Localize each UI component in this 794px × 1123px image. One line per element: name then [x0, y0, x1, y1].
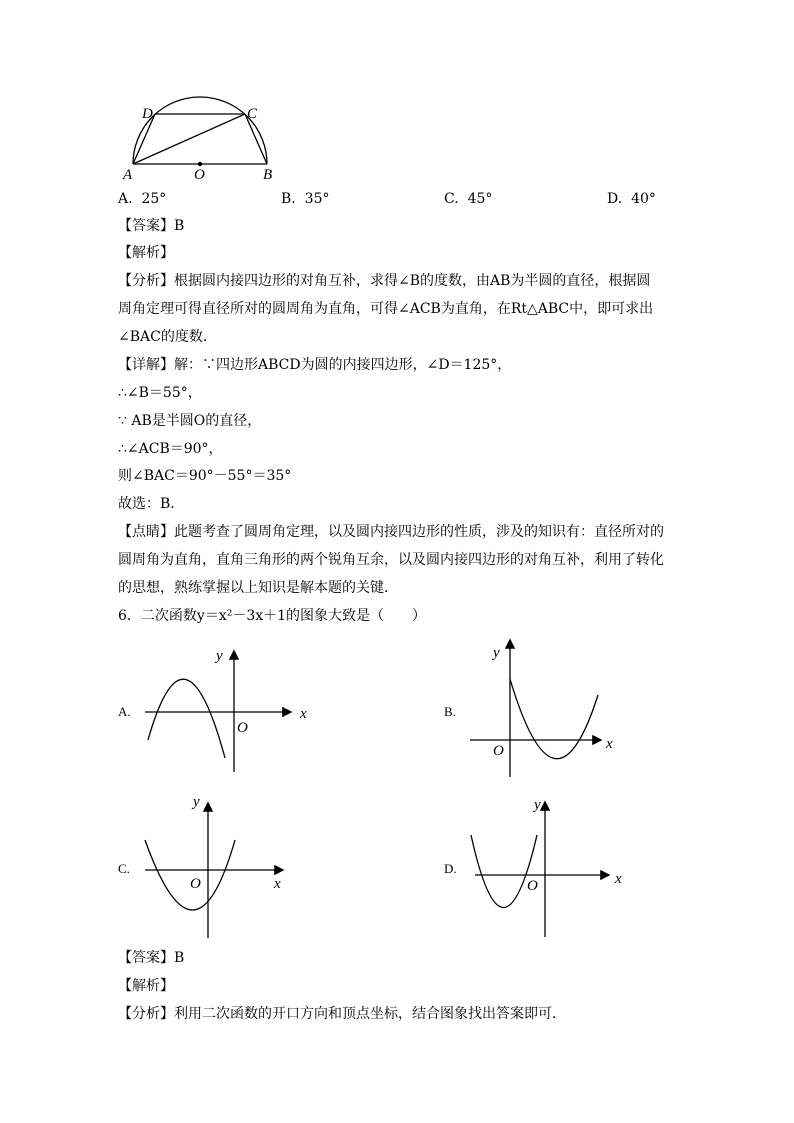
q5-dianjing-1: 【点睛】此题考查了圆周角定理，以及圆内接四边形的性质，涉及的知识有：直径所对的: [118, 524, 664, 540]
q6-jiexi: 【解析】: [118, 978, 174, 994]
semicircle-figure: [120, 90, 280, 185]
graph-d-y: y: [534, 797, 541, 813]
graph-c-x: x: [274, 876, 281, 892]
graph-d-x: x: [615, 871, 622, 887]
q5-detail-4: ∴∠ACB＝90°，: [118, 441, 223, 457]
graph-d-o: O: [527, 878, 538, 894]
graph-c: [140, 790, 300, 940]
graph-c-y: y: [193, 794, 200, 810]
graph-b-letter: B.: [444, 704, 456, 719]
q5-jiexi: 【解析】: [118, 245, 174, 261]
graph-b-o: O: [493, 743, 504, 759]
q5-option-c: C. 45°: [444, 191, 493, 207]
q5-detail-5: 则∠BAC＝90°－55°＝35°: [118, 468, 292, 484]
q6-stem: 6．二次函数y＝x²－3x＋1的图象大致是（ ）: [118, 608, 427, 624]
label-B: B: [263, 167, 273, 183]
q6-answer: 【答案】B: [118, 950, 185, 966]
q5-dianjing-2: 圆周角为直角，直角三角形的两个锐角互余，以及圆内接四边形的对角互补，利用了转化: [118, 552, 664, 568]
q5-answer: 【答案】B: [118, 218, 185, 234]
graph-a-x: x: [300, 706, 307, 722]
q5-fenxi-1: 【分析】根据圆内接四边形的对角互补，求得∠B的度数，由AB为半圆的直径，根据圆: [118, 273, 651, 289]
q5-dianjing-3: 的思想，熟练掌握以上知识是解本题的关键．: [118, 580, 398, 596]
graph-c-letter: C.: [118, 861, 130, 876]
graph-b-x: x: [606, 736, 613, 752]
graph-a-letter: A.: [118, 704, 131, 719]
label-O: O: [194, 167, 205, 183]
q5-fenxi-3: ∠BAC的度数．: [118, 329, 217, 345]
label-A: A: [123, 167, 133, 183]
q5-detail-3: ∵ AB是半圆O的直径，: [118, 413, 262, 429]
graph-a-y: y: [216, 648, 223, 664]
graph-d: [465, 795, 630, 940]
q6-fenxi: 【分析】利用二次函数的开口方向和顶点坐标，结合图象找出答案即可．: [118, 1006, 566, 1022]
graph-b-y: y: [493, 645, 500, 661]
q5-option-b: B. 35°: [281, 191, 330, 207]
label-C: C: [247, 106, 258, 122]
graph-a: [140, 640, 320, 780]
graph-a-o: O: [237, 720, 248, 736]
q5-detail-6: 故选：B．: [118, 496, 185, 512]
q5-detail-1: 【详解】解：∵四边形ABCD为圆的内接四边形，∠D＝125°，: [118, 357, 512, 373]
label-D: D: [142, 106, 153, 122]
graph-c-o: O: [190, 876, 201, 892]
graph-b: [465, 635, 625, 780]
graph-d-letter: D.: [444, 861, 457, 876]
q5-option-d: D. 40°: [607, 191, 656, 207]
q5-detail-2: ∴∠B＝55°，: [118, 385, 202, 401]
q5-fenxi-2: 周角定理可得直径所对的圆周角为直角，可得∠ACB为直角，在Rt△ABC中，即可求出: [118, 301, 654, 317]
q5-option-a: A. 25°: [118, 191, 167, 207]
